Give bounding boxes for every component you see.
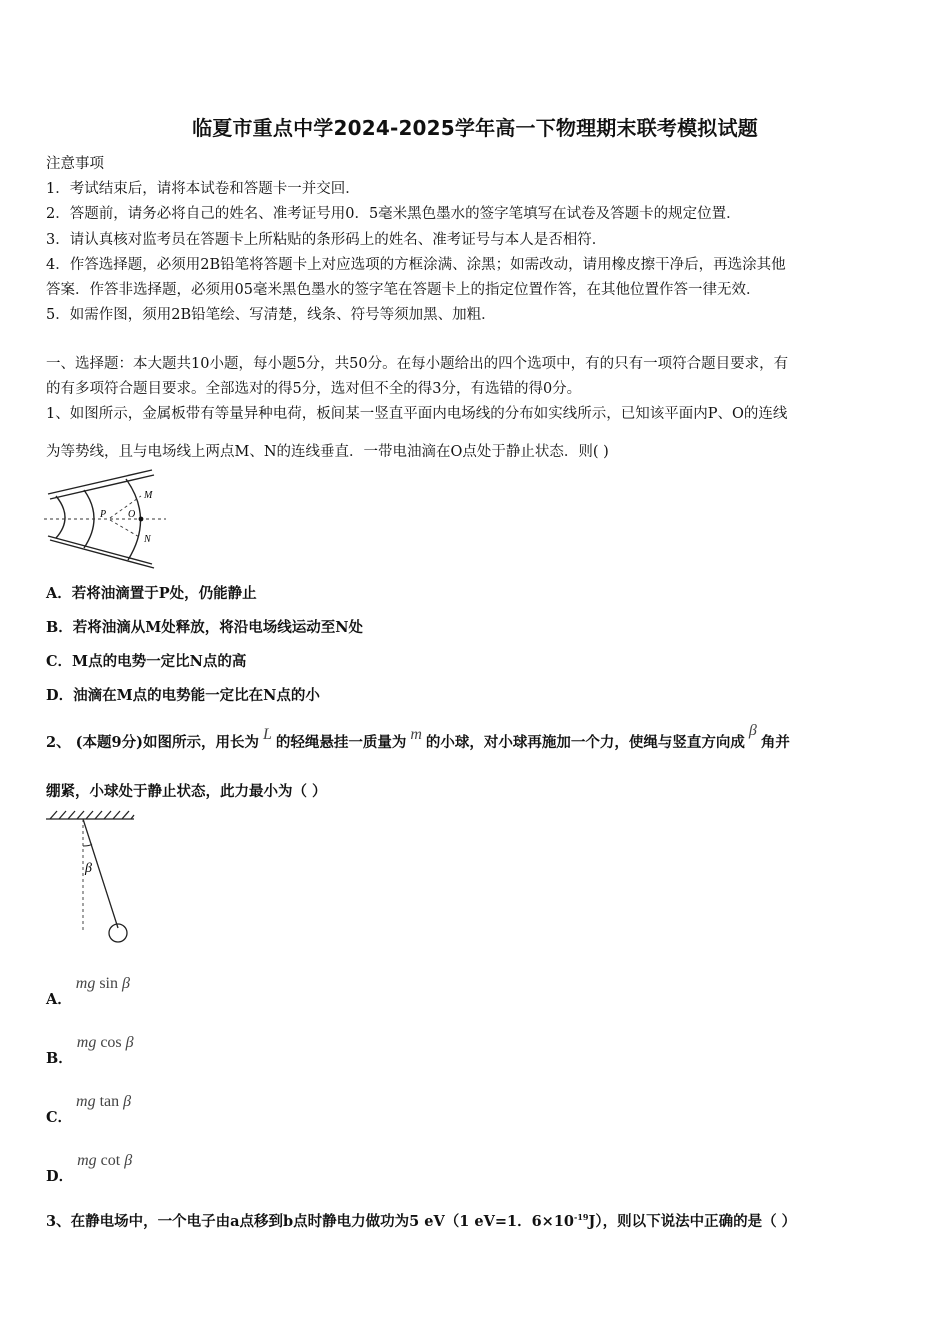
q2-option-d: D．mg cot β xyxy=(46,1152,133,1185)
field-line xyxy=(56,496,65,538)
q1-option-b: B．若将油滴从M处释放，将沿电场线运动至N处 xyxy=(46,619,364,636)
notice-heading: 注意事项 xyxy=(46,156,104,172)
q2-option-b: B．mg cos β xyxy=(46,1034,134,1067)
q1-stem-line1: 1、如图所示，金属板带有等量异种电荷，板间某一竖直平面内电场线的分布如实线所示，已知该平面内P、O的连线 xyxy=(46,406,788,422)
point-o xyxy=(139,517,144,522)
q1-option-c: C．M点的电势一定比N点的高 xyxy=(46,653,247,670)
notice-item: 3．请认真核对监考员在答题卡上所粘贴的条形码上的姓名、准考证号与本人是否相符． xyxy=(46,232,607,248)
var-l: L xyxy=(262,726,272,743)
q1-option-a: A．若将油滴置于P处，仍能静止 xyxy=(46,585,257,602)
page-title: 临夏市重点中学2024-2025学年高一下物理期末联考模拟试题 xyxy=(192,116,758,140)
dashed-line-pm xyxy=(110,496,141,518)
var-beta: β xyxy=(748,722,757,739)
q1-stem-line2: 为等势线，且与电场线上两点M、N的连线垂直．一带电油滴在O点处于静止状态．则( ) xyxy=(46,444,609,460)
upper-plate xyxy=(48,470,152,494)
q2-option-a: A．mg sin β xyxy=(46,975,130,1008)
label-n: N xyxy=(144,534,151,545)
notice-item: 5．如需作图，须用2B铅笔绘、写清楚，线条、符号等须加黑、加粗． xyxy=(46,307,496,323)
section-intro-line2: 的有多项符合题目要求。全部选对的得5分，选对但不全的得3分，有选错的得0分。 xyxy=(46,381,582,397)
notice-item: 2．答题前，请务必将自己的姓名、准考证号用0．5毫米黑色墨水的签字笔填写在试卷及答题卡的规定位置． xyxy=(46,206,741,222)
notice-item: 4．作答选择题，必须用2B铅笔将答题卡上对应选项的方框涂满、涂黑；如需改动，请用橡皮擦干净后，再选涂其他 xyxy=(46,257,786,273)
dashed-line-pn xyxy=(110,520,141,538)
label-o: O xyxy=(128,509,136,520)
q2-stem-line2: 绷紧，小球处于静止状态，此力最小为（ ） xyxy=(46,783,327,800)
q2-figure xyxy=(44,808,139,948)
label-m: M xyxy=(144,490,153,501)
notice-item: 1．考试结束后，请将本试卷和答题卡一并交回． xyxy=(46,181,360,197)
q1-option-d: D．油滴在M点的电势能一定比在N点的小 xyxy=(46,687,320,704)
label-beta: β xyxy=(85,861,92,876)
label-p: P xyxy=(100,509,107,520)
q2-stem-line1: 2、 (本题9分)如图所示，用长为 L 的轻绳悬挂一质量为 m 的小球，对小球再施加一个力，使绳与竖直方向成β角并 xyxy=(46,722,790,751)
var-m: m xyxy=(410,726,422,743)
section-intro-line1: 一、选择题：本大题共10小题，每小题5分，共50分。在每小题给出的四个选项中，有的只有一项符合题目要求，有 xyxy=(46,356,789,372)
q1-figure xyxy=(44,466,169,570)
q3-stem: 3、在静电场中，一个电子由a点移到b点时静电力做功为5 eV（1 eV=1．$6\times 10^{-19}J$），则以下说法中正确的是（ ） xyxy=(46,1212,797,1230)
lower-plate xyxy=(50,540,154,568)
notice-item: 答案．作答非选择题，必须用05毫米黑色墨水的签字笔在答题卡上的指定位置作答，在其他位置作答一律无效． xyxy=(46,282,761,298)
upper-plate xyxy=(50,475,154,499)
q2-option-c: C．mg tan β xyxy=(46,1093,132,1126)
lower-plate xyxy=(48,536,152,564)
